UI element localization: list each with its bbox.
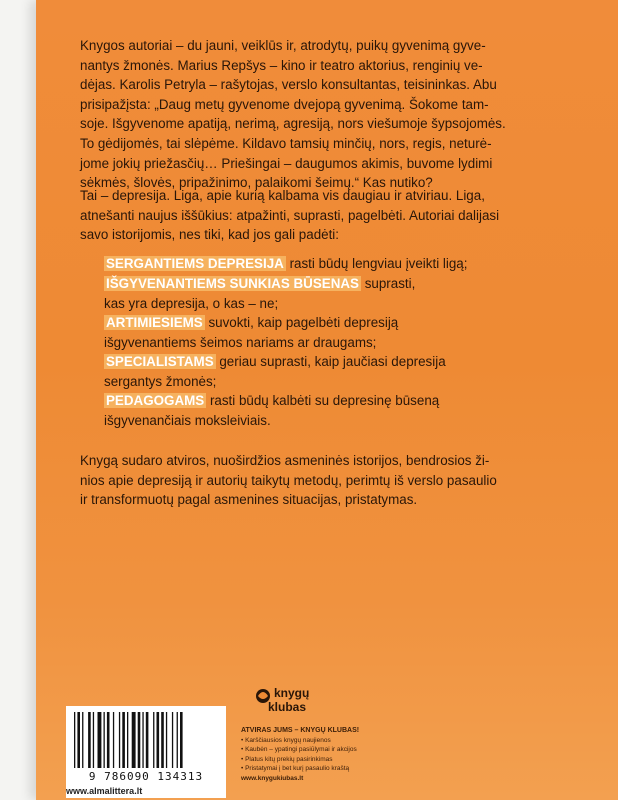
audience-keyword: IŠGYVENANTIEMS SUNKIAS BŪSENAS <box>106 276 359 291</box>
text-line: soje. Išgyvenome apatiją, nerimą, agresiją, nors viešumoje šypsojomės. <box>80 116 506 132</box>
audience-text: suvokti, kaip pagelbėti depresiją <box>204 315 399 330</box>
knygu-klubas-logo-icon <box>254 684 324 718</box>
text-line: sėkmės, šlovės, pripažinimo, palaikomi šeimų.“ Kas nutiko? <box>80 175 433 191</box>
audience-keyword: SERGANTIEMS DEPRESIJA <box>106 256 284 271</box>
text-line: prisipažįsta: „Daug metų gyvenome dvejopą gyvenimą. Šokome tam- <box>80 96 489 112</box>
audience-keyword: SPECIALISTAMS <box>106 354 214 369</box>
logo-word-2: klubas <box>268 700 307 714</box>
text-line: nantys žmonės. Marius Repšys – kino ir teatro aktorius, renginių ve- <box>80 57 483 73</box>
audience-text: išgyvenantiems šeimos nariams ar draugams; <box>104 334 377 350</box>
audience-item <box>104 313 604 352</box>
club-item: • Karščiausios knygų naujienos <box>241 736 331 744</box>
second-paragraph <box>80 186 618 245</box>
audience-keyword: ARTIMIESIEMS <box>106 315 203 330</box>
text-line: nios apie depresiją ir autorių taikytų metodų, perimtų iš verslo pasaulio <box>80 472 497 488</box>
text-line: Knygą sudaro atviros, nuoširdžios asmeninės istorijos, bendrosios ži- <box>80 453 490 468</box>
text-line: ir transformuotų pagal asmenines situacijas, pristatymas. <box>80 492 418 508</box>
audience-text: išgyvenančiais moksleiviais. <box>104 412 271 428</box>
audience-text: suprasti, <box>360 276 416 291</box>
audience-item <box>104 391 604 430</box>
book-club-info <box>241 726 391 784</box>
audience-keyword: PEDAGOGAMS <box>106 393 205 408</box>
intro-paragraph <box>80 36 618 193</box>
club-item: • Platus kitų prekių pasirinkimas <box>241 755 333 763</box>
club-heading: ATVIRAS JUMS – KNYGŲ KLUBAS! <box>241 727 360 734</box>
logo-word-1: knygų <box>274 686 310 700</box>
barcode <box>66 706 226 798</box>
publisher-website: www.almalittera.lt <box>66 786 143 796</box>
closing-paragraph <box>80 451 618 510</box>
audience-text: kas yra depresija, o kas – ne; <box>104 295 279 311</box>
audience-text: geriau suprasti, kaip jaučiasi depresija <box>215 354 446 369</box>
audience-item <box>104 254 604 274</box>
audience-item <box>104 352 604 391</box>
isbn-number: 9 786090 134313 <box>88 770 204 783</box>
club-website: www.knygukiubas.lt <box>241 774 304 782</box>
text-line: savo istorijomis, nes tiki, kad jos gali padėti: <box>80 227 339 243</box>
audience-item <box>104 274 604 313</box>
book-back-cover <box>36 0 618 800</box>
audience-text: rasti būdų kalbėti su depresinę būseną <box>206 393 440 408</box>
text-line: Knygos autoriai – du jauni, veiklūs ir, atrodytų, puikų gyvenimą gyve- <box>80 38 486 53</box>
text-line: Tai – depresija. Liga, apie kurią kalbama vis daugiau ir atviriau. Liga, <box>80 188 485 203</box>
audience-text: rasti būdų lengviau įveikti ligą; <box>285 256 468 271</box>
text-line: To gėdijomės, tai slėpėme. Kildavo tamsių minčių, nors, regis, neturė- <box>80 135 492 151</box>
club-item: • Kaubėn – ypatingi pasiūlymai ir akcijos <box>241 746 357 754</box>
text-line: dėjas. Karolis Petryla – rašytojas, verslo konsultantas, teisininkas. Abu <box>80 77 497 93</box>
audience-text: sergantys žmonės; <box>104 373 217 389</box>
text-line: jome jokių priežasčių… Priešingai – daugumos akimis, buvome lydimi <box>80 155 493 171</box>
text-line: atnešanti naujus iššūkius: atpažinti, suprasti, pagelbėti. Autoriai dalijasi <box>80 207 500 223</box>
barcode-bars-icon <box>72 712 220 768</box>
club-item: • Pristatymai į bet kurį pasaulio kraštą <box>241 765 350 773</box>
